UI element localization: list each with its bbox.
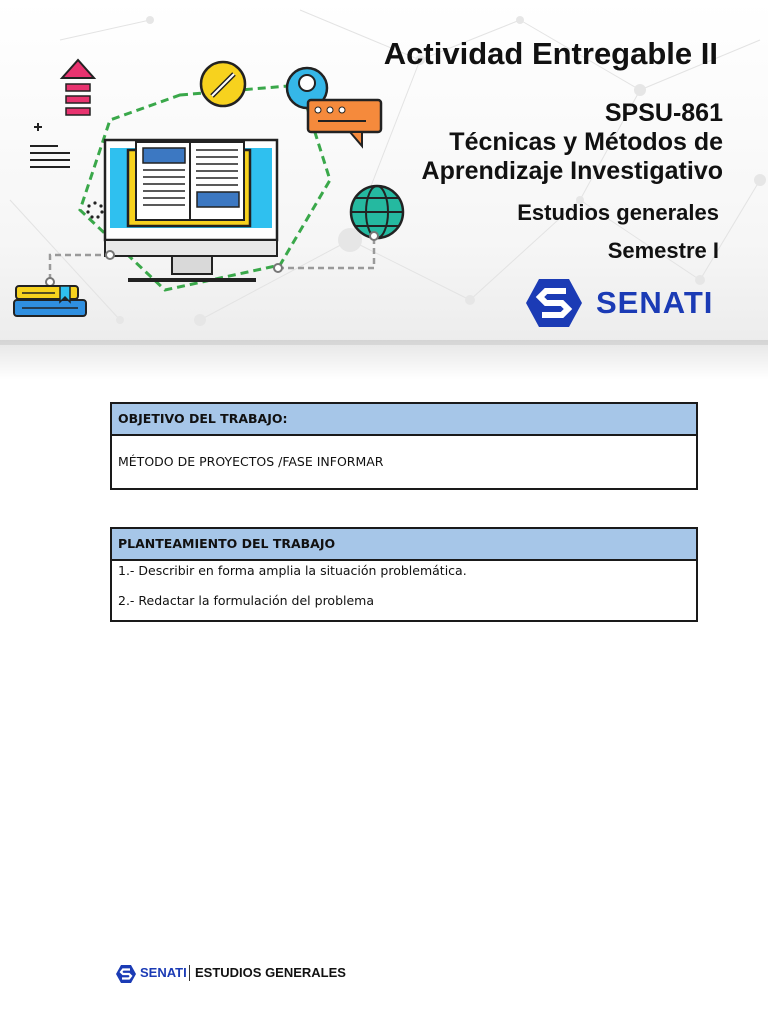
header-shadow	[0, 340, 768, 380]
books-icon	[14, 286, 86, 316]
loading-dots-icon	[86, 201, 103, 218]
senati-logo-text: SENATI	[596, 285, 714, 320]
activity-title: Actividad Entregable II	[383, 36, 718, 71]
approach-table	[110, 527, 698, 622]
course-name-line2: Aprendizaje Investigativo	[421, 157, 723, 185]
course-name-line1: Técnicas y Métodos de	[449, 128, 723, 156]
objective-text: MÉTODO DE PROYECTOS /FASE INFORMAR	[118, 454, 384, 469]
approach-heading: PLANTEAMIENTO DEL TRABAJO	[112, 529, 696, 561]
globe-icon	[351, 186, 403, 238]
senati-logo	[524, 277, 724, 329]
objective-table	[110, 402, 698, 490]
pencil-icon	[201, 62, 245, 106]
footer-logo-text: SENATI	[140, 965, 187, 980]
approach-item-2: 2.- Redactar la formulación del problema	[118, 593, 375, 608]
user-chat-icon	[287, 68, 381, 146]
education-illustration	[0, 0, 420, 345]
objective-heading: OBJETIVO DEL TRABAJO:	[112, 404, 696, 436]
footer	[115, 962, 375, 986]
course-block	[422, 99, 723, 186]
senati-footer-logo-icon	[115, 964, 137, 984]
footer-separator	[189, 965, 190, 981]
area-label: Estudios generales	[517, 200, 719, 225]
approach-item-1: 1.- Describir en forma amplia la situación problemática.	[118, 563, 467, 578]
semester-label: Semestre I	[607, 238, 719, 263]
upload-arrow-icon	[62, 60, 94, 115]
footer-text: ESTUDIOS GENERALES	[195, 965, 346, 980]
senati-logo-icon	[524, 277, 584, 329]
cover-header	[0, 0, 768, 345]
course-code: SPSU-861	[604, 99, 723, 127]
text-lines-icon	[30, 123, 70, 167]
